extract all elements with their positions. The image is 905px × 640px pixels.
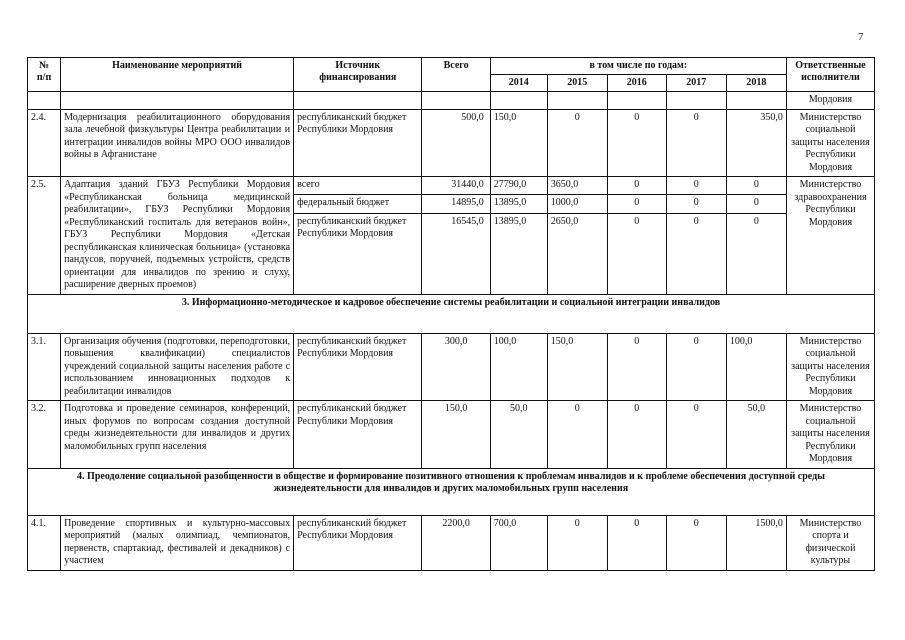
row-responsible: Министерство социальной защиты населения Республики Мордовия (786, 401, 874, 469)
row-y2018: 350,0 (726, 109, 786, 177)
header-name: Наименование мероприятий (61, 58, 294, 92)
row-source: республиканский бюджет Республики Мордовия (294, 333, 422, 401)
row-y2016: 0 (607, 177, 666, 195)
header-total: Всего (422, 58, 490, 92)
header-source: Источник финансирования (294, 58, 422, 92)
header-year-2016: 2016 (607, 75, 666, 92)
row-y2015: 1000,0 (547, 195, 607, 213)
row-total: 16545,0 (422, 213, 490, 294)
table-row (28, 401, 875, 469)
row-name: Проведение спортивных и культурно-массовых мероприятий (малых олимпиад, чемпионатов, первенств, спартакиад, фестивалей и декадников) с участием (61, 515, 294, 570)
row-responsible: Министерство спорта и физической культуры (786, 515, 874, 570)
row-y2017: 0 (666, 213, 726, 294)
row-y2014: 700,0 (490, 515, 547, 570)
row-source: республиканский бюджет Республики Мордовия (294, 515, 422, 570)
row-total: 2200,0 (422, 515, 490, 570)
row-num: 3.2. (28, 401, 61, 469)
row-name: Адаптация зданий ГБУЗ Республики Мордовия «Республиканская больница медицинской реабилитации», ГБУЗ Республики Мордовия «Республиканский госпиталь для ветеранов войн», ГБУЗ Республики Мордовия «Детская республиканская клиническая больница» (установка пандусов, поручней, подъемных устройств, средств ориентации для инвалидов по зрению и слуху, расширение дверных проемов) (61, 177, 294, 295)
section-title: 3. Информационно-методическое и кадровое обеспечение системы реабилитации и социальной интеграции инвалидов (28, 294, 875, 333)
row-y2017: 0 (666, 109, 726, 177)
row-y2014: 13895,0 (490, 213, 547, 294)
row-num: 3.1. (28, 333, 61, 401)
row-y2017: 0 (666, 195, 726, 213)
row-y2016: 0 (607, 515, 666, 570)
row-y2017: 0 (666, 333, 726, 401)
row-name: Подготовка и проведение семинаров, конференций, иных форумов по вопросам создания доступной среды жизнедеятельности для инвалидов и других маломобильных групп населения (61, 401, 294, 469)
row-y2014: 27790,0 (490, 177, 547, 195)
row-y2016: 0 (607, 333, 666, 401)
program-table (27, 57, 875, 571)
row-source: всего (294, 177, 422, 195)
header-year-2018: 2018 (726, 75, 786, 92)
section-row (28, 468, 875, 515)
section-row (28, 294, 875, 333)
row-y2015: 0 (547, 109, 607, 177)
row-y2015: 0 (547, 515, 607, 570)
row-y2018: 0 (726, 213, 786, 294)
header-years-caption: в том числе по годам: (490, 58, 786, 75)
row-y2016: 0 (607, 109, 666, 177)
row-y2016: 0 (607, 401, 666, 469)
row-y2017: 0 (666, 401, 726, 469)
row-num: 2.4. (28, 109, 61, 177)
table-row (28, 333, 875, 401)
section-title: 4. Преодоление социальной разобщенности в обществе и формирование позитивного отношения к проблемам инвалидов и к проблеме обеспечения доступной среды жизнедеятельности для инвалидов и других маломобильных групп населения (28, 468, 875, 515)
row-y2018: 50,0 (726, 401, 786, 469)
row-responsible: Министерство здравоохранения Республики Мордовия (786, 177, 874, 295)
row-y2015: 150,0 (547, 333, 607, 401)
header-year-2014: 2014 (490, 75, 547, 92)
row-total: 150,0 (422, 401, 490, 469)
row-y2016: 0 (607, 195, 666, 213)
row-y2014: 50,0 (490, 401, 547, 469)
row-total: 14895,0 (422, 195, 490, 213)
row-y2014: 150,0 (490, 109, 547, 177)
row-y2015: 0 (547, 401, 607, 469)
table-row (28, 177, 875, 195)
row-y2017: 0 (666, 177, 726, 195)
row-y2018: 1500,0 (726, 515, 786, 570)
row-source: республиканский бюджет Республики Мордовия (294, 401, 422, 469)
row-y2015: 2650,0 (547, 213, 607, 294)
page-number: 7 (858, 31, 864, 43)
table-row (28, 109, 875, 177)
row-source: республиканский бюджет Республики Мордовия (294, 213, 422, 294)
row-y2016: 0 (607, 213, 666, 294)
row-num: 2.5. (28, 177, 61, 295)
row-y2018: 100,0 (726, 333, 786, 401)
row-y2017: 0 (666, 515, 726, 570)
row-total: 500,0 (422, 109, 490, 177)
header-year-2015: 2015 (547, 75, 607, 92)
carry-over-text: Мордовия (786, 92, 874, 110)
row-responsible: Министерство социальной защиты населения Республики Мордовия (786, 109, 874, 177)
row-y2018: 0 (726, 195, 786, 213)
row-num: 4.1. (28, 515, 61, 570)
header-row (28, 58, 875, 75)
row-responsible: Министерство социальной защиты населения Республики Мордовия (786, 333, 874, 401)
row-y2014: 13895,0 (490, 195, 547, 213)
row-total: 31440,0 (422, 177, 490, 195)
carry-over-row (28, 92, 875, 110)
row-name: Модернизация реабилитационного оборудования зала лечебной физкультуры Центра реабилитации и интеграции инвалидов войны МРО ООО инвалидов войны в Афганистане (61, 109, 294, 177)
table-row (28, 515, 875, 570)
row-y2015: 3650,0 (547, 177, 607, 195)
row-y2018: 0 (726, 177, 786, 195)
row-source: республиканский бюджет Республики Мордовия (294, 109, 422, 177)
header-year-2017: 2017 (666, 75, 726, 92)
row-source: федеральный бюджет (294, 195, 422, 213)
row-y2014: 100,0 (490, 333, 547, 401)
header-responsible: Ответственные исполнители (786, 58, 874, 92)
row-name: Организация обучения (подготовки, переподготовки, повышения квалификации) специалистов учреждений социальной защиты населения работе с использованием инновационных подходов к реабилитации инвалидов (61, 333, 294, 401)
row-total: 300,0 (422, 333, 490, 401)
header-num: № п/п (28, 58, 61, 92)
